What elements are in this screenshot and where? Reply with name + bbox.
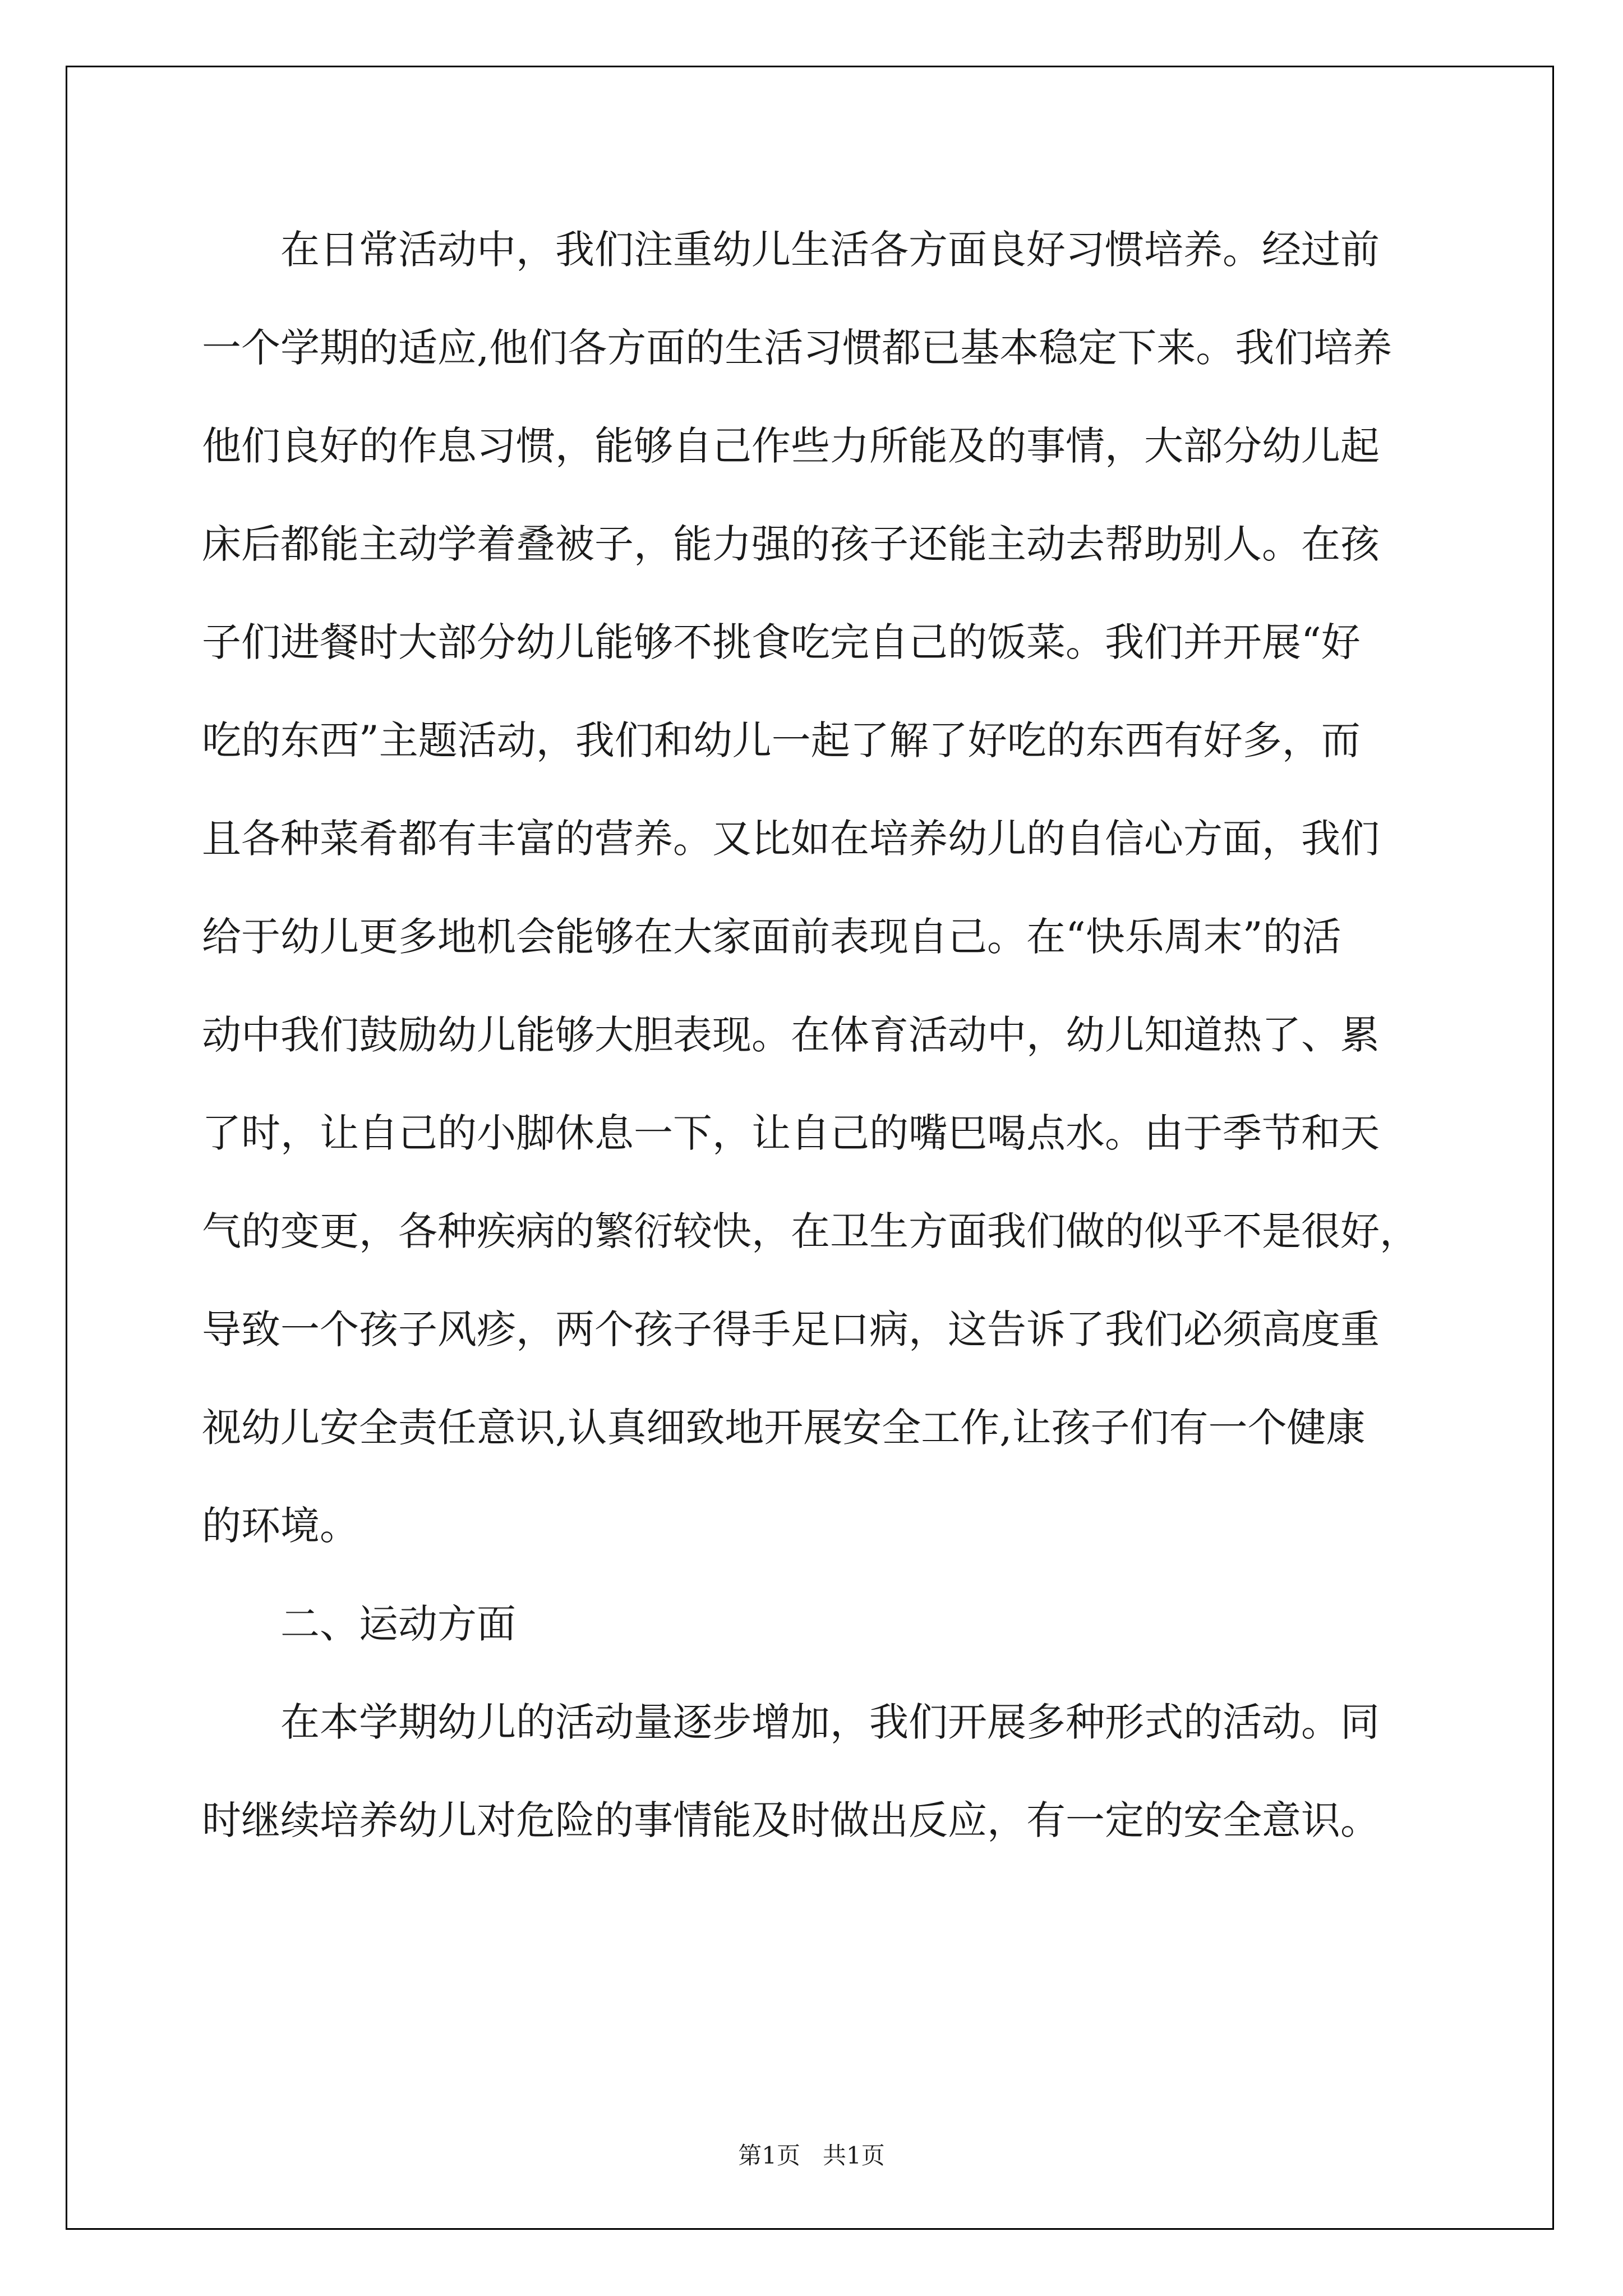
page-number-footer: 第1页 共1页 (738, 2142, 885, 2169)
paragraph-1-line-11: 气的变更，各种疾病的繁衍较快，在卫生方面我们做的似乎不是很好， (202, 1208, 1419, 1254)
paragraph-1-line-6: 吃的东西”主题活动，我们和幼儿一起了解了好吃的东西有好多，而 (202, 717, 1361, 763)
paragraph-1-line-9: 动中我们鼓励幼儿能够大胆表现。在体育活动中，幼儿知道热了、累 (202, 1012, 1380, 1058)
paragraph-2-line-2: 时继续培养幼儿对危险的事情能及时做出反应，有一定的安全意识。 (202, 1797, 1380, 1843)
paragraph-1-line-13: 视幼儿安全责任意识,认真细致地开展安全工作,让孩子们有一个健康 (202, 1405, 1366, 1451)
paragraph-1-line-3: 他们良好的作息习惯，能够自己作些力所能及的事情，大部分幼儿起 (202, 423, 1380, 469)
paragraph-1-line-8: 给于幼儿更多地机会能够在大家面前表现自己。在“快乐周末”的活 (202, 914, 1341, 960)
paragraph-1-line-2: 一个学期的适应,他们各方面的生活习惯都已基本稳定下来。我们培养 (202, 325, 1393, 371)
paragraph-1-line-1: 在日常活动中，我们注重幼儿生活各方面良好习惯培养。经过前 (280, 227, 1380, 273)
section-heading: 二、运动方面 (280, 1601, 516, 1647)
paragraph-2-line-1: 在本学期幼儿的活动量逐步增加，我们开展多种形式的活动。同 (280, 1699, 1380, 1745)
paragraph-1-line-4: 床后都能主动学着叠被子，能力强的孩子还能主动去帮助别人。在孩 (202, 521, 1380, 567)
paragraph-1-line-7: 且各种菜肴都有丰富的营养。又比如在培养幼儿的自信心方面，我们 (202, 816, 1380, 862)
paragraph-1-line-14: 的环境。 (202, 1503, 359, 1549)
paragraph-1-line-12: 导致一个孩子风疹，两个孩子得手足口病，这告诉了我们必须高度重 (202, 1306, 1380, 1352)
paragraph-1-line-10: 了时，让自己的小脚休息一下，让自己的嘴巴喝点水。由于季节和天 (202, 1110, 1380, 1156)
paragraph-1-line-5: 子们进餐时大部分幼儿能够不挑食吃完自己的饭菜。我们并开展“好 (202, 619, 1361, 665)
